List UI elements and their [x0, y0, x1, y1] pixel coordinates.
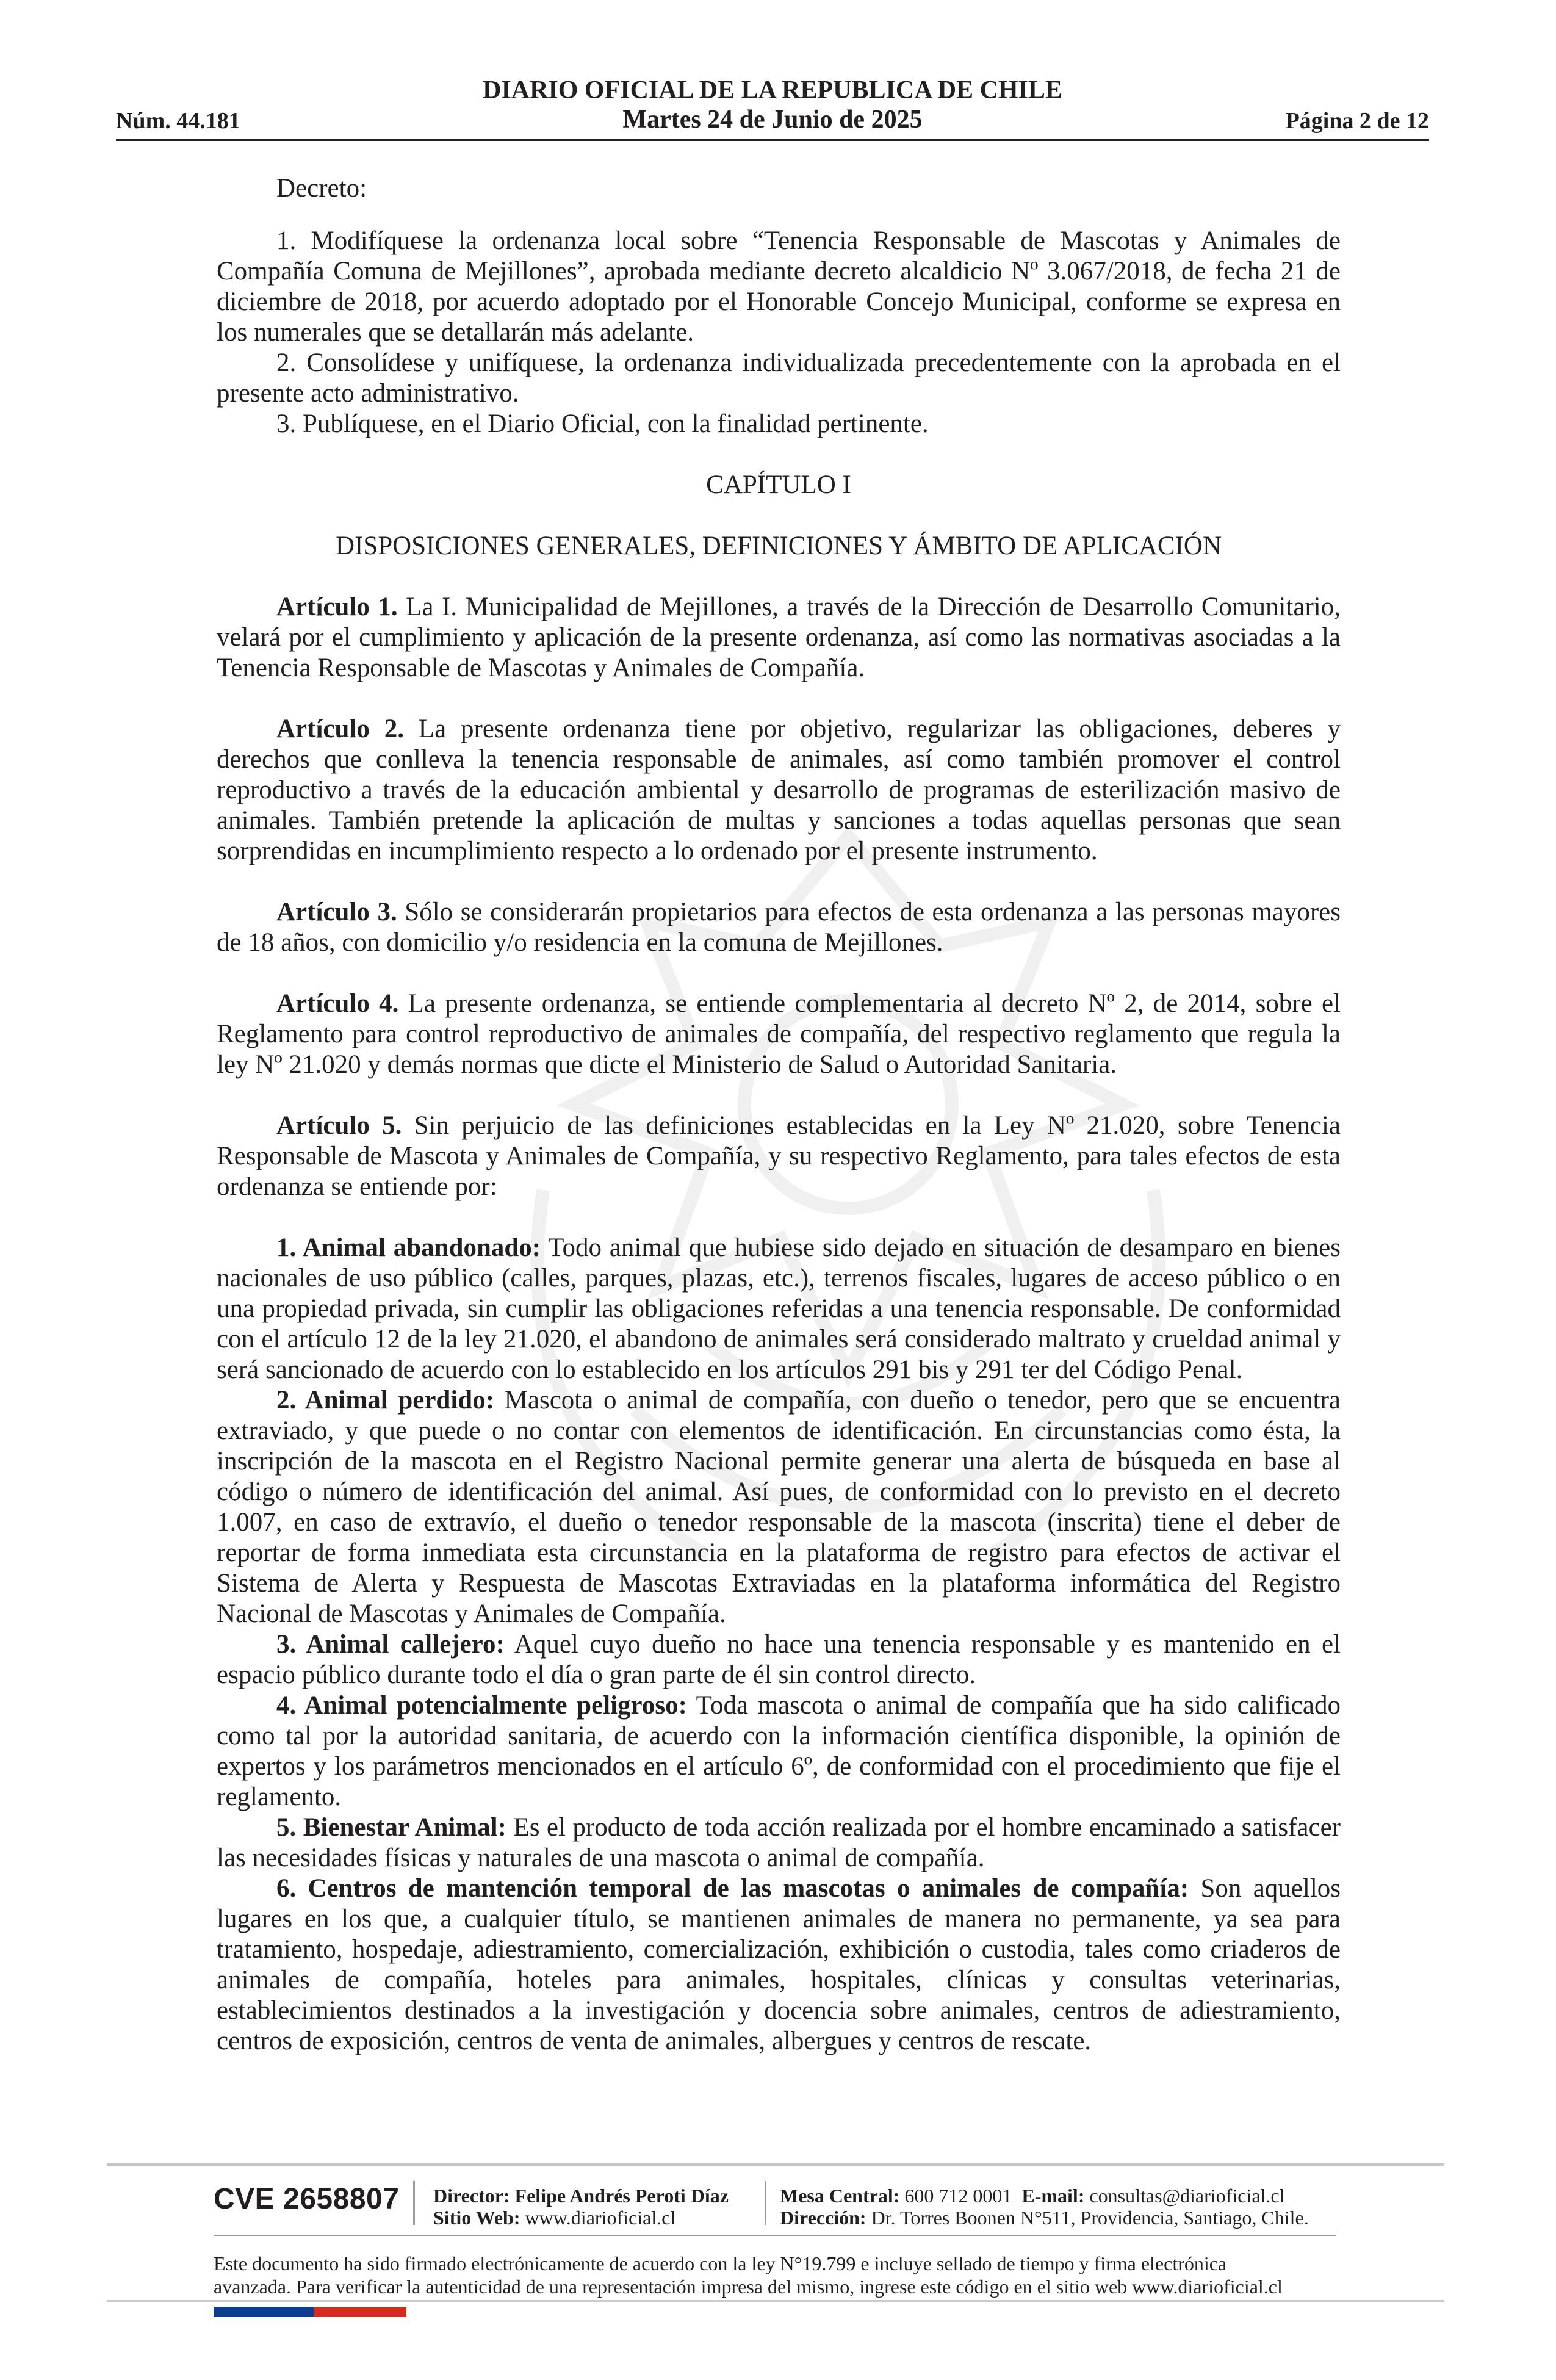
legal-line: Este documento ha sido firmado electrónicamente de acuerdo con la ley N°19.799 e incluye sellado de tiempo y firma electrónica — [214, 2252, 1227, 2274]
cve-code: CVE 2658807 — [214, 2183, 400, 2215]
definition-text: Todo animal que hubiese sido dejado en situación de desamparo en bienes nacionales de uso público (calles, parques, plazas, etc.), terrenos fiscales, lugares de acceso público o en una propiedad privada, sin cumplir las obligaciones referidas a una tenencia responsable. De conformidad con el artículo 12 de la ley 21.020, el abandono de animales será considerado maltrato y crueldad animal y será sancionado de acuerdo con lo establecido en los artículos 291 bis y 291 ter del Código Penal. — [217, 1233, 1341, 1384]
footer-director — [433, 2185, 729, 2207]
legal-notice — [214, 2252, 1342, 2298]
footer-separator — [765, 2181, 766, 2225]
article-1 — [217, 592, 1341, 683]
definition-animal-peligroso — [217, 1690, 1341, 1812]
site-label: Sitio Web: — [433, 2207, 520, 2229]
definition-animal-abandonado — [217, 1233, 1341, 1385]
phone-value: 600 712 0001 — [904, 2185, 1012, 2207]
publication-title: DIARIO OFICIAL DE LA REPUBLICA DE CHILE — [483, 76, 1062, 104]
definition-term: 2. Animal perdido: — [276, 1386, 495, 1415]
footer-address — [780, 2207, 1309, 2229]
footer-contact-block — [780, 2185, 1309, 2229]
article-heading: Artículo 2. — [276, 715, 404, 743]
definition-animal-perdido — [217, 1385, 1341, 1629]
definition-text: Mascota o animal de compañía, con dueño o tenedor, pero que se encuentra extraviado, y que puede o no contar con elementos de identificación. En circunstancias como ésta, la inscripción de la mascota en el Registro Nacional permite generar una alerta de búsqueda en base al código o número de identificación del animal. Así pues, de conformidad con lo previsto en el decreto 1.007, en caso de extravío, el dueño o tenedor responsable de la mascota (inscrita) tiene el deber de reportar de forma inmediata esta circunstancia en la plataforma de registro para efectos de activar el Sistema de Alerta y Respuesta de Mascotas Extraviadas en la plataforma informática del Registro Nacional de Mascotas y Animales de Compañía. — [217, 1386, 1341, 1628]
article-4 — [217, 989, 1341, 1080]
director-name: Felipe Andrés Peroti Díaz — [514, 2185, 729, 2207]
decree-item: 2. Consolídese y unifíquese, la ordenanza individualizada precedentemente con la aprobada en el presente acto administrativo. — [217, 348, 1341, 408]
article-text: Sin perjuicio de las definiciones establecidas en la Ley Nº 21.020, sobre Tenencia Responsable de Mascota y Animales de Compañía, y su respectivo Reglamento, para tales efectos de esta ordenanza se entiende por: — [217, 1111, 1341, 1201]
document-body — [217, 173, 1341, 2057]
page-header — [116, 72, 1429, 145]
article-5 — [217, 1111, 1341, 1202]
director-label: Director: — [433, 2185, 510, 2207]
address-label: Dirección: — [780, 2207, 866, 2229]
footer-director-block — [433, 2185, 729, 2229]
article-heading: Artículo 5. — [276, 1111, 402, 1140]
flag-stripe-red — [314, 2307, 406, 2317]
email-label: E-mail: — [1021, 2185, 1085, 2207]
publication-masthead — [116, 76, 1429, 134]
footer-separator — [413, 2181, 415, 2225]
article-heading: Artículo 3. — [276, 898, 397, 926]
article-heading: Artículo 4. — [276, 989, 399, 1018]
definition-term: 1. Animal abandonado: — [276, 1233, 541, 1262]
definition-term: 5. Bienestar Animal: — [276, 1813, 506, 1842]
article-text: La presente ordenanza tiene por objetivo, regularizar las obligaciones, deberes y derechos que conlleva la tenencia responsable de animales, así como también promover el control reproductivo a través de la educación ambiental y desarrollo de programas de esterilización masivo de animales. También pretende la aplicación de multas y sanciones a todas aquellas personas que sean sorprendidas en incumplimiento respecto a lo ordenado por el presente instrumento. — [217, 715, 1341, 865]
definition-term: 4. Animal potencialmente peligroso: — [276, 1691, 687, 1720]
address-value: Dr. Torres Boonen N°511, Providencia, Santiago, Chile. — [871, 2207, 1309, 2229]
definition-text: Toda mascota o animal de compañía que ha sido calificado como tal por la autoridad sanitaria, de acuerdo con la información científica disponible, la opinión de expertos y los parámetros mencionados en el artículo 6º, de conformidad con el procedimiento que fije el reglamento. — [217, 1691, 1341, 1811]
definition-text: Aquel cuyo dueño no hace una tenencia responsable y es mantenido en el espacio público durante todo el día o gran parte de él sin control directo. — [217, 1630, 1341, 1689]
decree-item: 3. Publíquese, en el Diario Oficial, con la finalidad pertinente. — [276, 409, 929, 438]
issue-number: Núm. 44.181 — [116, 108, 240, 134]
footer-divider-top — [107, 2163, 1444, 2166]
definition-bienestar-animal — [217, 1812, 1341, 1873]
site-link[interactable]: www.diarioficial.cl — [525, 2207, 676, 2229]
article-text: Sólo se considerarán propietarios para efectos de esta ordenanza a las personas mayores de 18 años, con domicilio y/o residencia en la comuna de Mejillones. — [217, 898, 1341, 957]
decree-label: Decreto: — [276, 174, 367, 203]
definition-text: Son aquellos lugares en los que, a cualquier título, se mantienen animales de manera no permanente, ya sea para tratamiento, hospedaje, adiestramiento, comercialización, exhibición o custodia, tales como criaderos de animales de compañía, hoteles para animales, hospitales, clínicas y consultas veterinarias, establecimientos destinados a la investigación y docencia sobre animales, centros de adiestramiento, centros de exposición, centros de venta de animales, albergues y centros de rescate. — [217, 1874, 1341, 2055]
definition-centros-mantencion — [217, 1873, 1341, 2057]
article-text: La presente ordenanza, se entiende complementaria al decreto Nº 2, de 2014, sobre el Reglamento para control reproductivo de animales de compañía, del respectivo reglamento que regula la ley Nº 21.020 y demás normas que dicte el Ministerio de Salud o Autoridad Sanitaria. — [217, 989, 1341, 1079]
definition-term: 6. Centros de mantención temporal de las mascotas o animales de compañía: — [276, 1874, 1189, 1903]
flag-stripe-blue — [214, 2307, 314, 2317]
chapter-title: CAPÍTULO I — [706, 471, 851, 499]
page-number: Página 2 de 12 — [1285, 108, 1429, 134]
definition-text: Es el producto de toda acción realizada por el hombre encaminado a satisfacer las necesidades físicas y naturales de una mascota o animal de compañía. — [217, 1813, 1341, 1872]
article-text: La I. Municipalidad de Mejillones, a través de la Dirección de Desarrollo Comunitario, velará por el cumplimiento y aplicación de la presente ordenanza, así como las normativas asociadas a la Tenencia Responsable de Mascotas y Animales de Compañía. — [217, 593, 1341, 682]
article-3 — [217, 897, 1341, 958]
email-link[interactable]: consultas@diarioficial.cl — [1089, 2185, 1285, 2207]
decree-item: 1. Modifíquese la ordenanza local sobre “Tenencia Responsable de Mascotas y Animales de Compañía Comuna de Mejillones”, aprobada mediante decreto alcaldicio Nº 3.067/2018, de fecha 21 de diciembre de 2018, por acuerdo adoptado por el Honorable Concejo Municipal, conforme se expresa en los numerales que se detallarán más adelante. — [217, 226, 1341, 347]
phone-label: Mesa Central: — [780, 2185, 900, 2207]
footer-divider-mid — [214, 2235, 1336, 2236]
article-heading: Artículo 1. — [276, 593, 398, 621]
definition-animal-callejero — [217, 1629, 1341, 1690]
article-2 — [217, 714, 1341, 867]
footer-phone-email — [780, 2185, 1309, 2207]
definition-term: 3. Animal callejero: — [276, 1630, 505, 1659]
legal-line: avanzada. Para verificar la autenticidad de una representación impresa del mismo, ingrese este código en el sitio web www.diarioficial.cl — [214, 2276, 1283, 2298]
publication-date: Martes 24 de Junio de 2025 — [622, 106, 923, 134]
footer-site — [433, 2207, 729, 2229]
footer-divider-bottom — [107, 2300, 1444, 2302]
header-divider — [116, 139, 1429, 141]
chapter-subtitle: DISPOSICIONES GENERALES, DEFINICIONES Y ÁMBITO DE APLICACIÓN — [335, 532, 1222, 560]
